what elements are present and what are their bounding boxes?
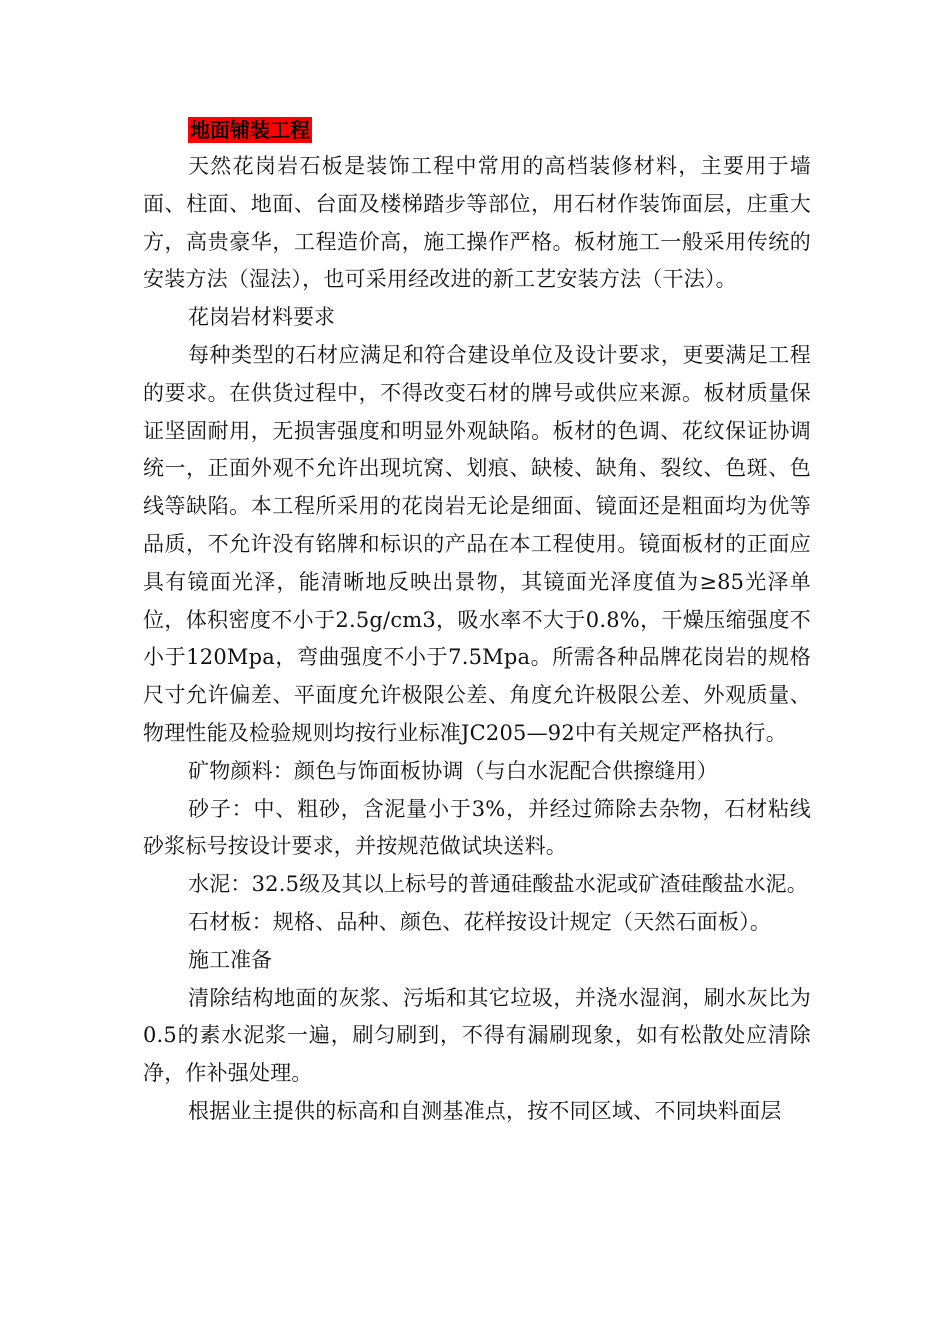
heading-construction-prep: 施工准备 <box>188 947 272 972</box>
paragraph-elevation: 根据业主提供的标高和自测基准点，按不同区域、不同块料面层 <box>188 1098 782 1123</box>
paragraph-granite-requirements: 每种类型的石材应满足和符合建设单位及设计要求，更要满足工程的要求。在供货过程中，不得改变石材的牌号或供应来源。板材质量保证坚固耐用，无损害强度和明显外观缺陷。板材的色调、花纹保证协调统一，正面外观不允许出现坑窝、划痕、缺棱、缺角、裂纹、色斑、色线等缺陷。本工程所采用的花岗岩无论是细面、镜面还是粗面均为优等品质，不允许没有铭牌和标识的产品在本工程使用。镜面板材的正面应具有镜面光泽，能清晰地反映出景物，其镜面光泽度值为≥85光泽单位，体积密度不小于2.5g/cm3，吸水率不大于0.8%，干燥压缩强度不小于120Mpa，弯曲强度不小于7.5Mpa。所需各种品牌花岗岩的规格尺寸允许偏差、平面度允许极限公差、角度允许极限公差、外观质量、物理性能及检验规则均按行业标准JC205—92中有关规定严格执行。 <box>143 342 811 745</box>
paragraph-intro: 天然花岗岩石板是装饰工程中常用的高档装修材料，主要用于墙面、柱面、地面、台面及楼梯踏步等部位，用石材作装饰面层，庄重大方，高贵豪华，工程造价高，施工操作严格。板材施工一般采用传统的安装方法（湿法），也可采用经改进的新工艺安装方法（干法）。 <box>143 154 811 292</box>
paragraph-cement: 水泥：32.5级及其以上标号的普通硅酸盐水泥或矿渣硅酸盐水泥。 <box>188 872 808 897</box>
paragraph-sand: 砂子：中、粗砂，含泥量小于3%，并经过筛除去杂物，石材粘线砂浆标号按设计要求，并按规范做试块送料。 <box>143 796 811 859</box>
document-body <box>143 112 811 1131</box>
paragraph-mineral-pigment: 矿物颜料：颜色与饰面板协调（与白水泥配合供擦缝用） <box>188 758 718 783</box>
section-title-line <box>143 112 811 148</box>
paragraph-stone-slab: 石材板：规格、品种、颜色、花样按设计规定（天然石面板）。 <box>188 909 772 934</box>
section-title: 地面铺装工程 <box>190 118 310 142</box>
paragraph-cleaning: 清除结构地面的灰浆、污垢和其它垃圾，并浇水湿润，刷水灰比为0.5的素水泥浆一遍，刷匀刷到，不得有漏刷现象，如有松散处应清除净，作补强处理。 <box>143 985 811 1086</box>
heading-granite-material: 花岗岩材料要求 <box>188 305 335 330</box>
